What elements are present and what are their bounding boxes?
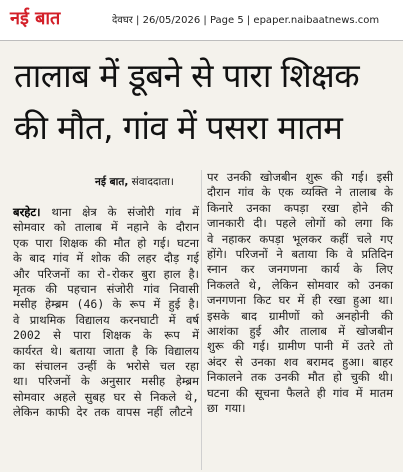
headline-line-2: की मौत, गांव में पसरा मातम — [14, 108, 343, 147]
byline-prefix: नई बात, — [95, 176, 129, 188]
column-divider — [201, 170, 202, 470]
byline — [95, 175, 174, 189]
article-column-left — [13, 205, 199, 421]
body-text-right: पर उनकी खोजबीन शुरू की गई। इसी दौरान गांव के एक व्यक्ति ने तालाब के किनारे उनका कपड़ा रखा होने की जानकारी दी। पहले लोगों को लगा कि वे नहाकर कपड़ा भूलकर कहीं चले गए होंगे। परिजनों ने बताया कि वे प्रतिदिन स्नान कर जनगणना कार्य के लिए निकलते थे, लेकिन सोमवार को उनका जनगणना किट घर में ही रखा हुआ था। इसके बाद ग्रामीणों को अनहोनी की आशंका हुई और तालाब में खोजबीन शुरू की गई। ग्रामीण पानी में उतरे तो अंदर से उनका शव बरामद हुआ। बाहर निकालने तक उनकी मौत हो चुकी थी। घटना की सूचना फैलते ही गांव में मातम छा गया। — [207, 170, 393, 416]
article-headline — [14, 50, 394, 154]
logo-text: नई बात — [10, 8, 61, 29]
dateline: बरहेट। — [13, 205, 41, 219]
body-text-left: थाना क्षेत्र के संजोरी गांव में सोमवार को तालाब में नहाने के दौरान एक पारा शिक्षक की मौत हो गई। घटना के बाद गांव में शोक की लहर दौड़ गई और परिजनों का रो-रोकर बुरा हाल है। मृतक की पहचान संजोरी गांव निवासी मसीह हेम्ब्रम (46) के रूप में हुई है। वे प्राथमिक विद्यालय करनघाटी में वर्ष 2002 से पारा शिक्षक के रूप में कार्यरत थे। बताया जाता है कि विद्यालय का संचालन उन्हीं के भरोसे चल रहा था। परिजनों के अनुसार मसीह हेम्ब्रम सोमवार अहले सुबह घर से निकले थे, लेकिन काफी देर तक वापस नहीं लौटने — [13, 205, 199, 420]
masthead-bar — [0, 0, 403, 41]
headline-line-1: तालाब में डूबने से पारा शिक्षक — [14, 56, 359, 95]
article-column-right — [207, 170, 393, 417]
byline-suffix: संवाददाता। — [131, 176, 174, 188]
newspaper-logo[interactable] — [10, 8, 60, 30]
edition-meta: देवघर | 26/05/2026 | Page 5 | epaper.naibaatnews.com — [112, 15, 380, 26]
